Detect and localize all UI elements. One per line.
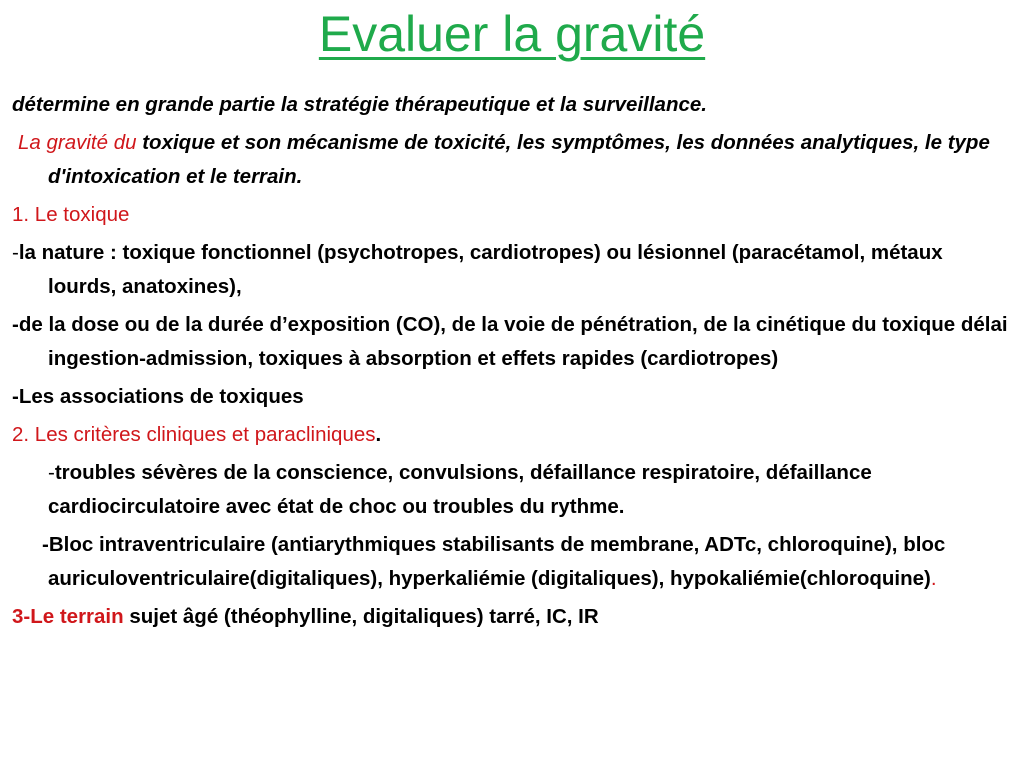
bloc-paragraph (12, 528, 1012, 596)
associations-paragraph (12, 380, 1012, 414)
slide-body (12, 88, 1012, 634)
section2-period: . (375, 423, 382, 446)
intro-text: détermine en grande partie la stratégie thérapeutique et la surveillance. (12, 93, 707, 116)
dose-text: -de la dose ou de la durée d’exposition (CO), de la voie de pénétration, de la cinétique du toxique délai ingestion-admission, toxiques à absorption et effets rapides (cardiotropes) (12, 313, 1008, 370)
bloc-period: . (930, 567, 937, 590)
bloc-text: -Bloc intraventriculaire (antiarythmiques stabilisants de membrane, ADTc, chloroquine), bloc auriculoventriculaire(digitaliques), hyperkaliémie (digitaliques), hypokaliémie(chloroquine) (42, 533, 946, 590)
gravity-rest: toxique et son mécanisme de toxicité, les symptômes, les données analytiques, le type d'intoxication et le terrain. (48, 131, 990, 188)
gravity-paragraph (12, 126, 1012, 194)
nature-text: la nature : toxique fonctionnel (psychotropes, cardiotropes) ou lésionnel (paracétamol, métaux lourds, anatoxines), (18, 241, 943, 298)
troubles-dash: - (48, 461, 55, 484)
gravity-prefix: La gravité du (18, 131, 137, 154)
section3-line (12, 600, 1012, 634)
section3-text: sujet âgé (théophylline, digitaliques) tarré, IC, IR (123, 605, 599, 628)
troubles-text: troubles sévères de la conscience, convulsions, défaillance respiratoire, défaillance cardiocirculatoire avec état de choc ou troubles du rythme. (48, 461, 872, 518)
section2-heading-text: 2. Les critères cliniques et paracliniques (12, 423, 376, 446)
dose-paragraph (12, 308, 1012, 376)
section1-heading (12, 198, 1012, 232)
nature-paragraph (12, 236, 1012, 304)
section2-heading (12, 418, 1012, 452)
section3-heading: 3-Le terrain (12, 605, 124, 628)
nature-dash: - (12, 241, 19, 264)
troubles-paragraph (12, 456, 1012, 524)
associations-text: -Les associations de toxiques (12, 385, 304, 408)
slide-title: Evaluer la gravité (318, 6, 706, 62)
intro-line (12, 88, 1012, 122)
section1-heading-text: 1. Le toxique (12, 203, 130, 226)
